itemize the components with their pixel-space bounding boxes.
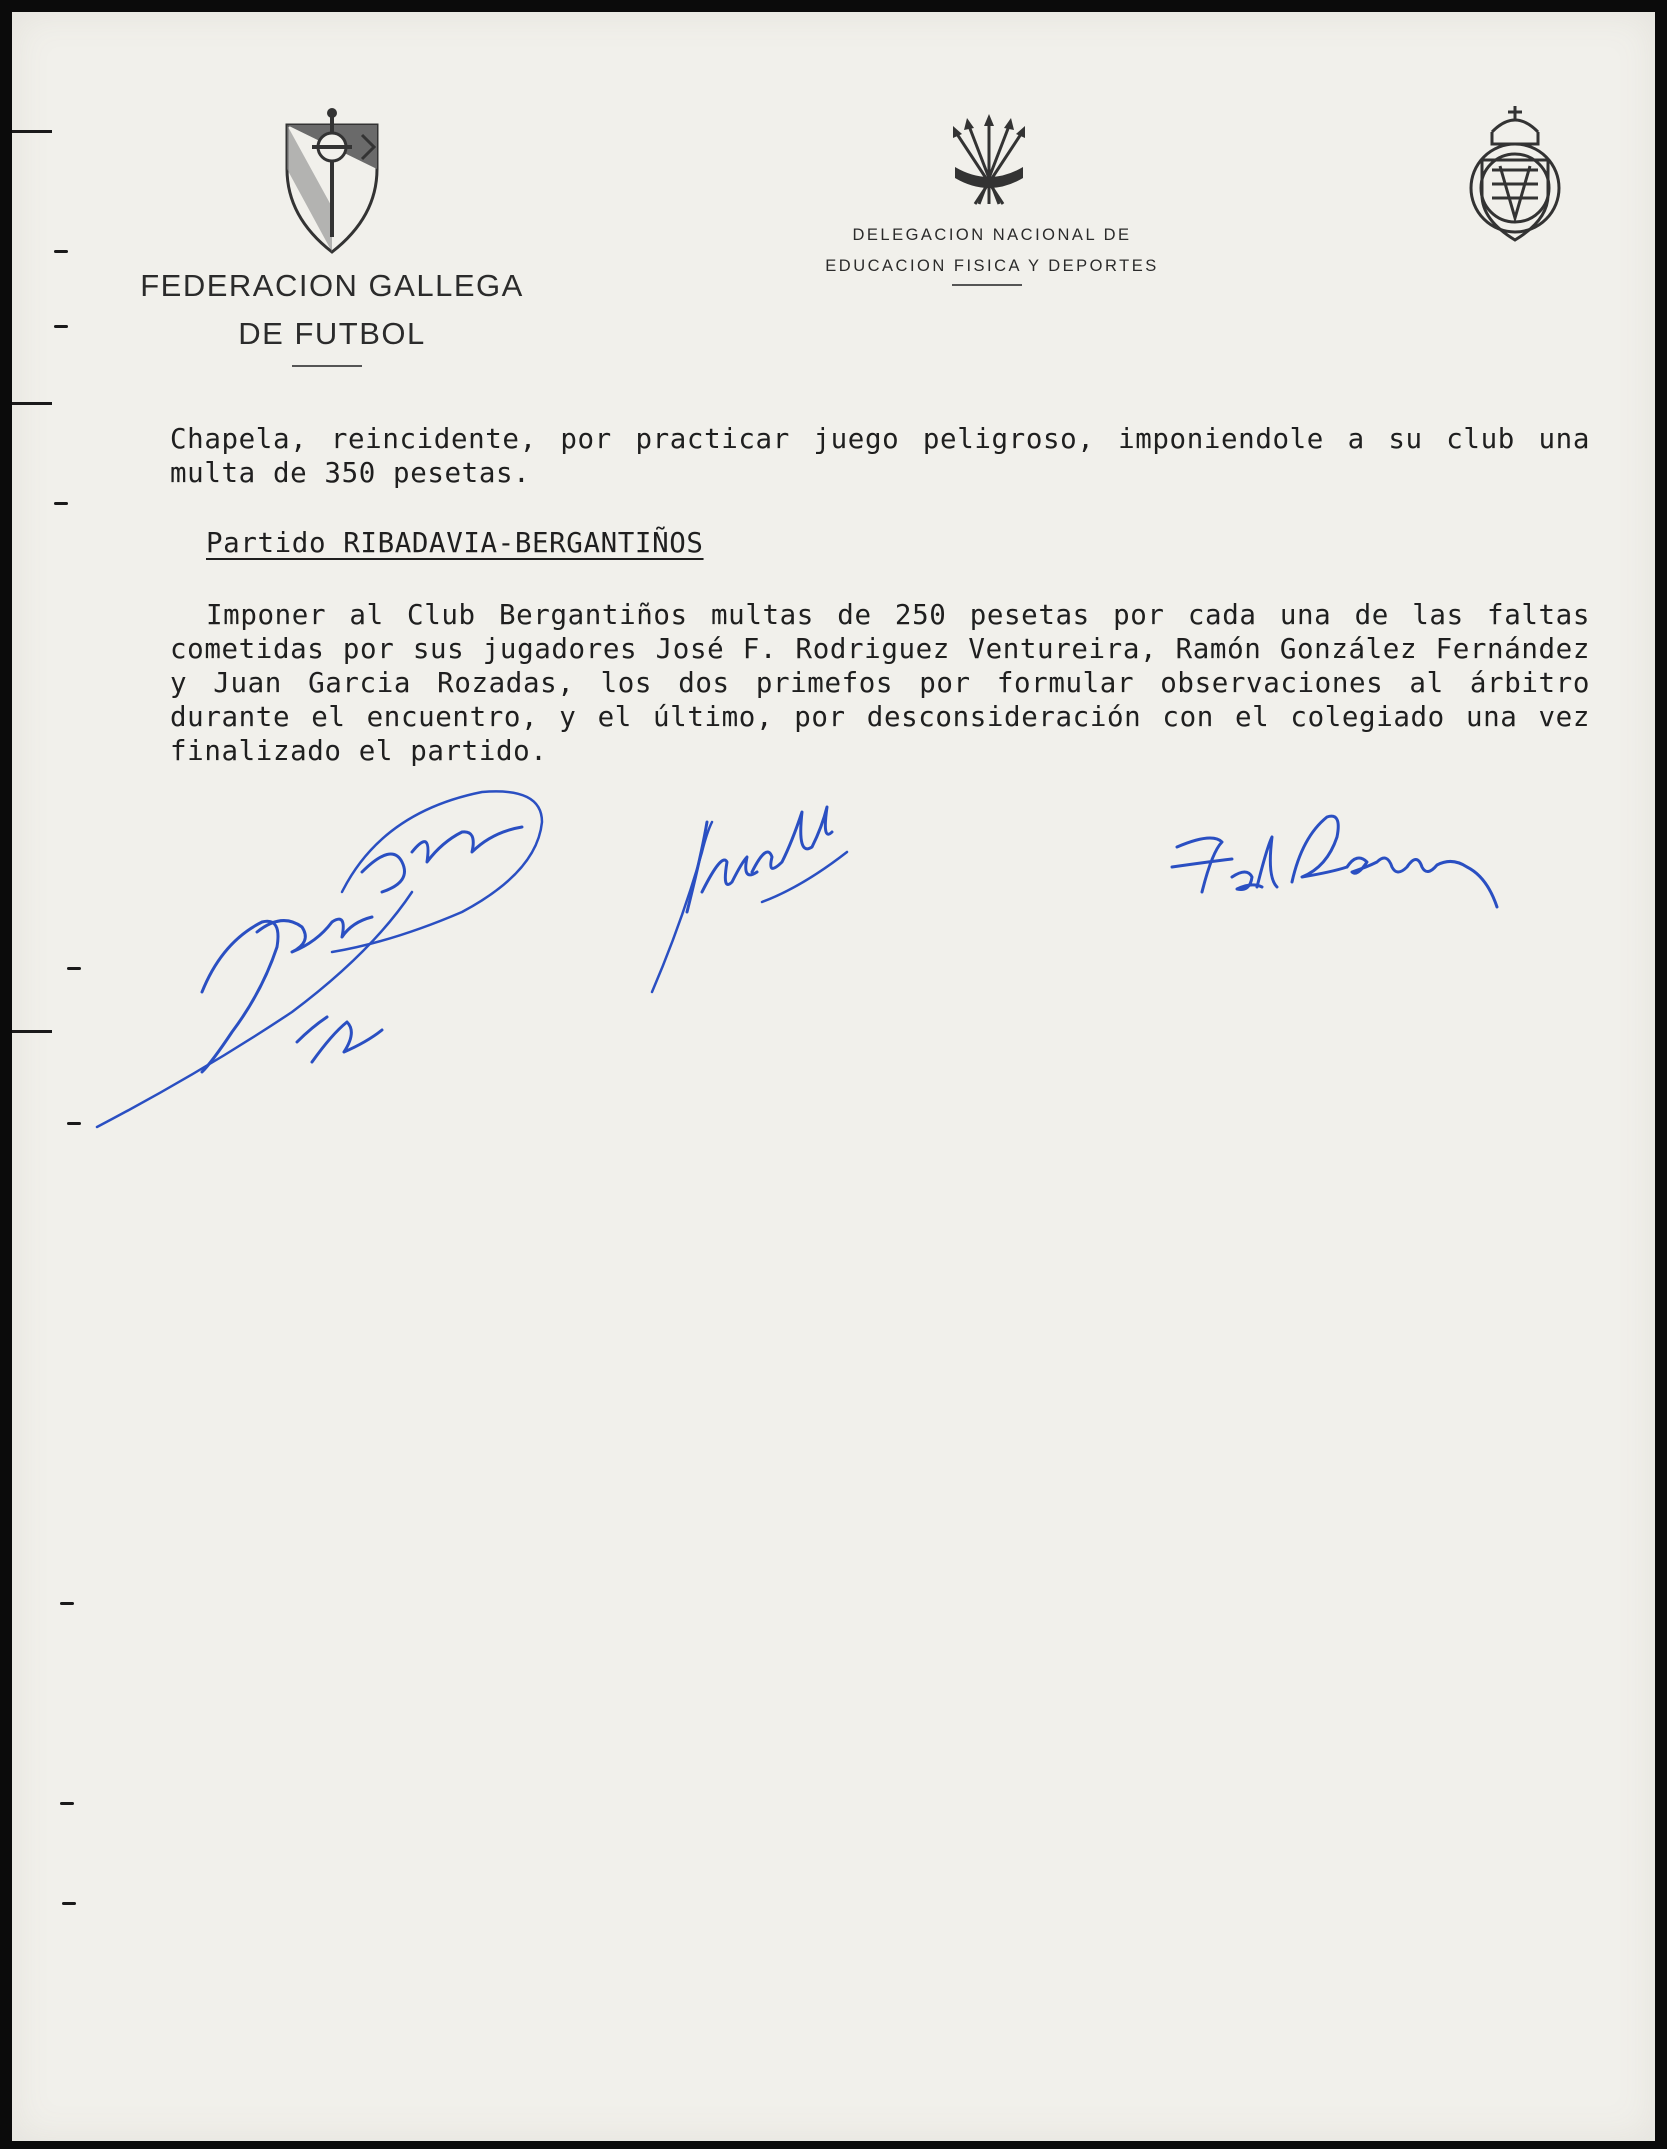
federation-name-line2: DE FUTBOL (238, 316, 426, 351)
punch-mark (54, 502, 68, 505)
galician-federation-shield-icon (282, 107, 382, 257)
edge-mark (12, 1030, 52, 1033)
punch-mark (67, 1122, 81, 1125)
edge-mark (12, 130, 52, 133)
paragraph-sanction-bergantinos: Imponer al Club Bergantiños multas de 250 pesetas por cada una de las faltas cometidas por sus jugadores José F. Rodriguez Ventureira, Ramón González Fernández y Juan Garcia Rozadas, los dos primefos por formular observaciones al árbitro durante el encuentro, y el último, por desconsideración con el colegiado una vez finalizado el partido. (170, 599, 1590, 767)
punch-mark (60, 1802, 74, 1805)
edge-mark (12, 402, 52, 405)
handwritten-signature-2 (632, 762, 872, 1002)
punch-mark (60, 1602, 74, 1605)
paragraph-sanction-chapela: Chapela, reincidente, por practicar juego peligroso, imponiendole a su club una multa de 350 pesetas. (170, 423, 1590, 489)
federation-name (82, 262, 582, 358)
punch-mark (62, 1902, 76, 1905)
punch-mark (54, 325, 68, 328)
delegation-name-line1: DELEGACION NACIONAL DE (852, 226, 1132, 244)
match-heading-text: Partido RIBADAVIA-BERGANTIÑOS (206, 527, 704, 559)
document-page (12, 12, 1655, 2141)
punch-mark (54, 250, 68, 253)
delegation-name-line2: EDUCACION FISICA Y DEPORTES (825, 257, 1159, 275)
yoke-and-arrows-emblem-icon (947, 112, 1032, 212)
crowned-football-federation-crest-icon (1460, 100, 1570, 245)
punch-mark (67, 967, 81, 970)
divider (292, 365, 362, 367)
federation-name-line1: FEDERACION GALLEGA (140, 268, 524, 303)
handwritten-signature-3 (1152, 797, 1522, 957)
document-body (170, 422, 1590, 768)
match-heading (170, 526, 1590, 560)
delegation-name (772, 220, 1212, 282)
divider (952, 284, 1022, 286)
handwritten-signature-1 (82, 772, 562, 1142)
